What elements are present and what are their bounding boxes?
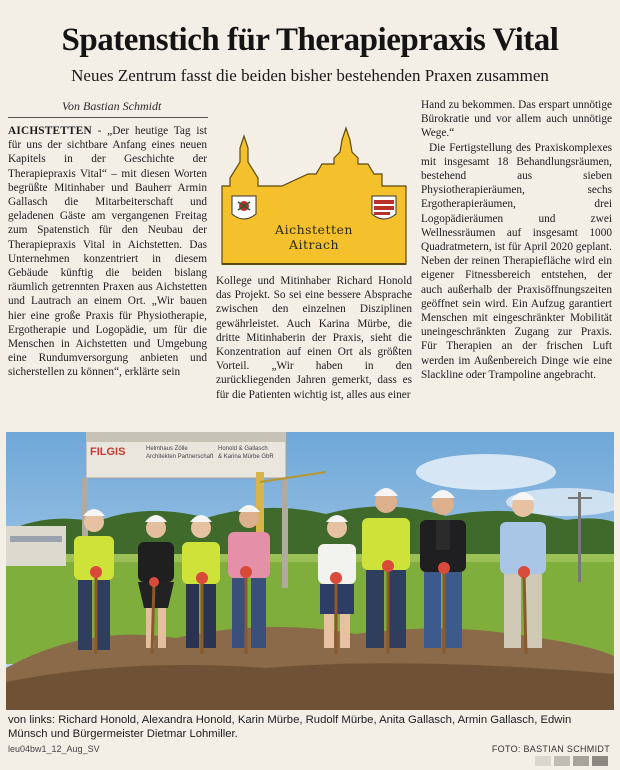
sign-text-3: Honold & Gallasch <box>218 446 268 452</box>
article-column-2 <box>216 274 412 422</box>
grey-swatch <box>573 756 589 766</box>
paragraph: Hand zu bekommen. Das erspart unnötige Bürokratie und vor allem auch unnötige Wege.“ <box>421 99 612 140</box>
logo-name-line-2: Aitrach <box>288 237 340 252</box>
tracking-code: leu04bw1_12_Aug_SV <box>8 744 100 754</box>
photo-scene <box>6 432 614 710</box>
sign-text-2: Architekten Partnerschaft <box>146 454 214 460</box>
dateline: AICHSTETTEN <box>8 125 92 137</box>
paragraph: Die Fertigstellung des Praxiskomplexes mit insgesamt 18 Behandlungsräumen, bestehend aus sieben Physiotherapieräumen, sechs Ergotherapieräumen, drei Logopädieräumen und zwei Wellnessräumen auf insgesamt 1000 Quadratmetern, ist für April 2020 geplant. Neben der reinen Therapiefläche wird ein eigener Fitnessbereich entstehen, der auch außerhalb der Praxisöffnungszeiten geöffnet sein wird. Ein Aufzug garantiert Menschen mit eingeschränkter Mobilität uneingeschränkten Zugang zur Praxis. Für Therapien an der frischen Luft werden im Außenbereich Dinge wie eine Slackline oder Trampoline angebracht. <box>421 141 612 381</box>
groundbreaking-photo <box>6 432 614 710</box>
coat-of-arms-right <box>372 196 396 219</box>
sign-text-4: & Karina Mürbe GbR <box>218 454 274 460</box>
paragraph: Kollege und Mitinhaber Richard Honold das Projekt. So sei eine bessere Absprache zwischen den einzelnen Disziplinen gewährleistet. Auch Karina Mürbe, die dritte Mitinhaberin der Praxis, sieht die Konzentration auf einen Ort als größten Vorteil. „Wir haben in den zurückliegenden Jahren gemerkt, dass es für die Patienten wichtig ist, alles aus einer <box>216 275 412 401</box>
grey-swatch <box>535 756 551 766</box>
sign-text-1: Helmhaus Zölle <box>146 446 188 452</box>
grey-swatch <box>592 756 608 766</box>
municipality-logo <box>216 118 412 268</box>
byline: Von Bastian Schmidt <box>62 99 162 113</box>
photo-credit: FOTO: BASTIAN SCHMIDT <box>491 744 610 754</box>
paragraph <box>8 124 207 380</box>
coat-of-arms-left <box>232 196 256 219</box>
subheadline: Neues Zentrum fasst die beiden bisher bestehenden Praxen zusammen <box>71 66 549 85</box>
photo-caption: von links: Richard Honold, Alexandra Honold, Karin Mürbe, Rudolf Mürbe, Anita Gallasch, Armin Gallasch, Edwin Münsch und Bürgermeister Dietmar Lohmiller. <box>8 714 572 740</box>
article-column-1 <box>8 124 207 424</box>
print-color-bar <box>535 756 608 766</box>
sign-brand: FILGIS <box>90 446 126 458</box>
logo-name-line-1: Aichstetten <box>275 222 353 237</box>
byline-divider <box>8 117 208 118</box>
headline: Spatenstich für Therapiepraxis Vital <box>61 22 559 58</box>
grey-swatch <box>554 756 570 766</box>
paragraph-text: - „Der heutige Tag ist für uns der sichtbare Anfang eines neuen Kapitels in der Geschichte der Therapiepraxis Vital“ – mit diesen Worten begrüßte Mitinhaber und Bauherr Armin Gallasch die Mitarbeiterschaft und geladenen Gäste am vergangenen Freitag zum Spatenstich für den Neubau der Therapiepraxis Vital in Aichstetten. Das Unternehmen konzentriert in diesem Gebäude künftig die beiden bislang räumlich getrennten Praxen aus Aichstetten und Lautrach an einem Ort. „Wir bauen hier eine große Praxis für Physiotherapie, Ergotherapie und Logopädie, um für die Menschen in Aichstetten und Umgebung eine Rundumversorgung anbieten und sicherstellen zu können“, erklärte sein <box>8 125 207 379</box>
article-column-3 <box>421 98 612 424</box>
